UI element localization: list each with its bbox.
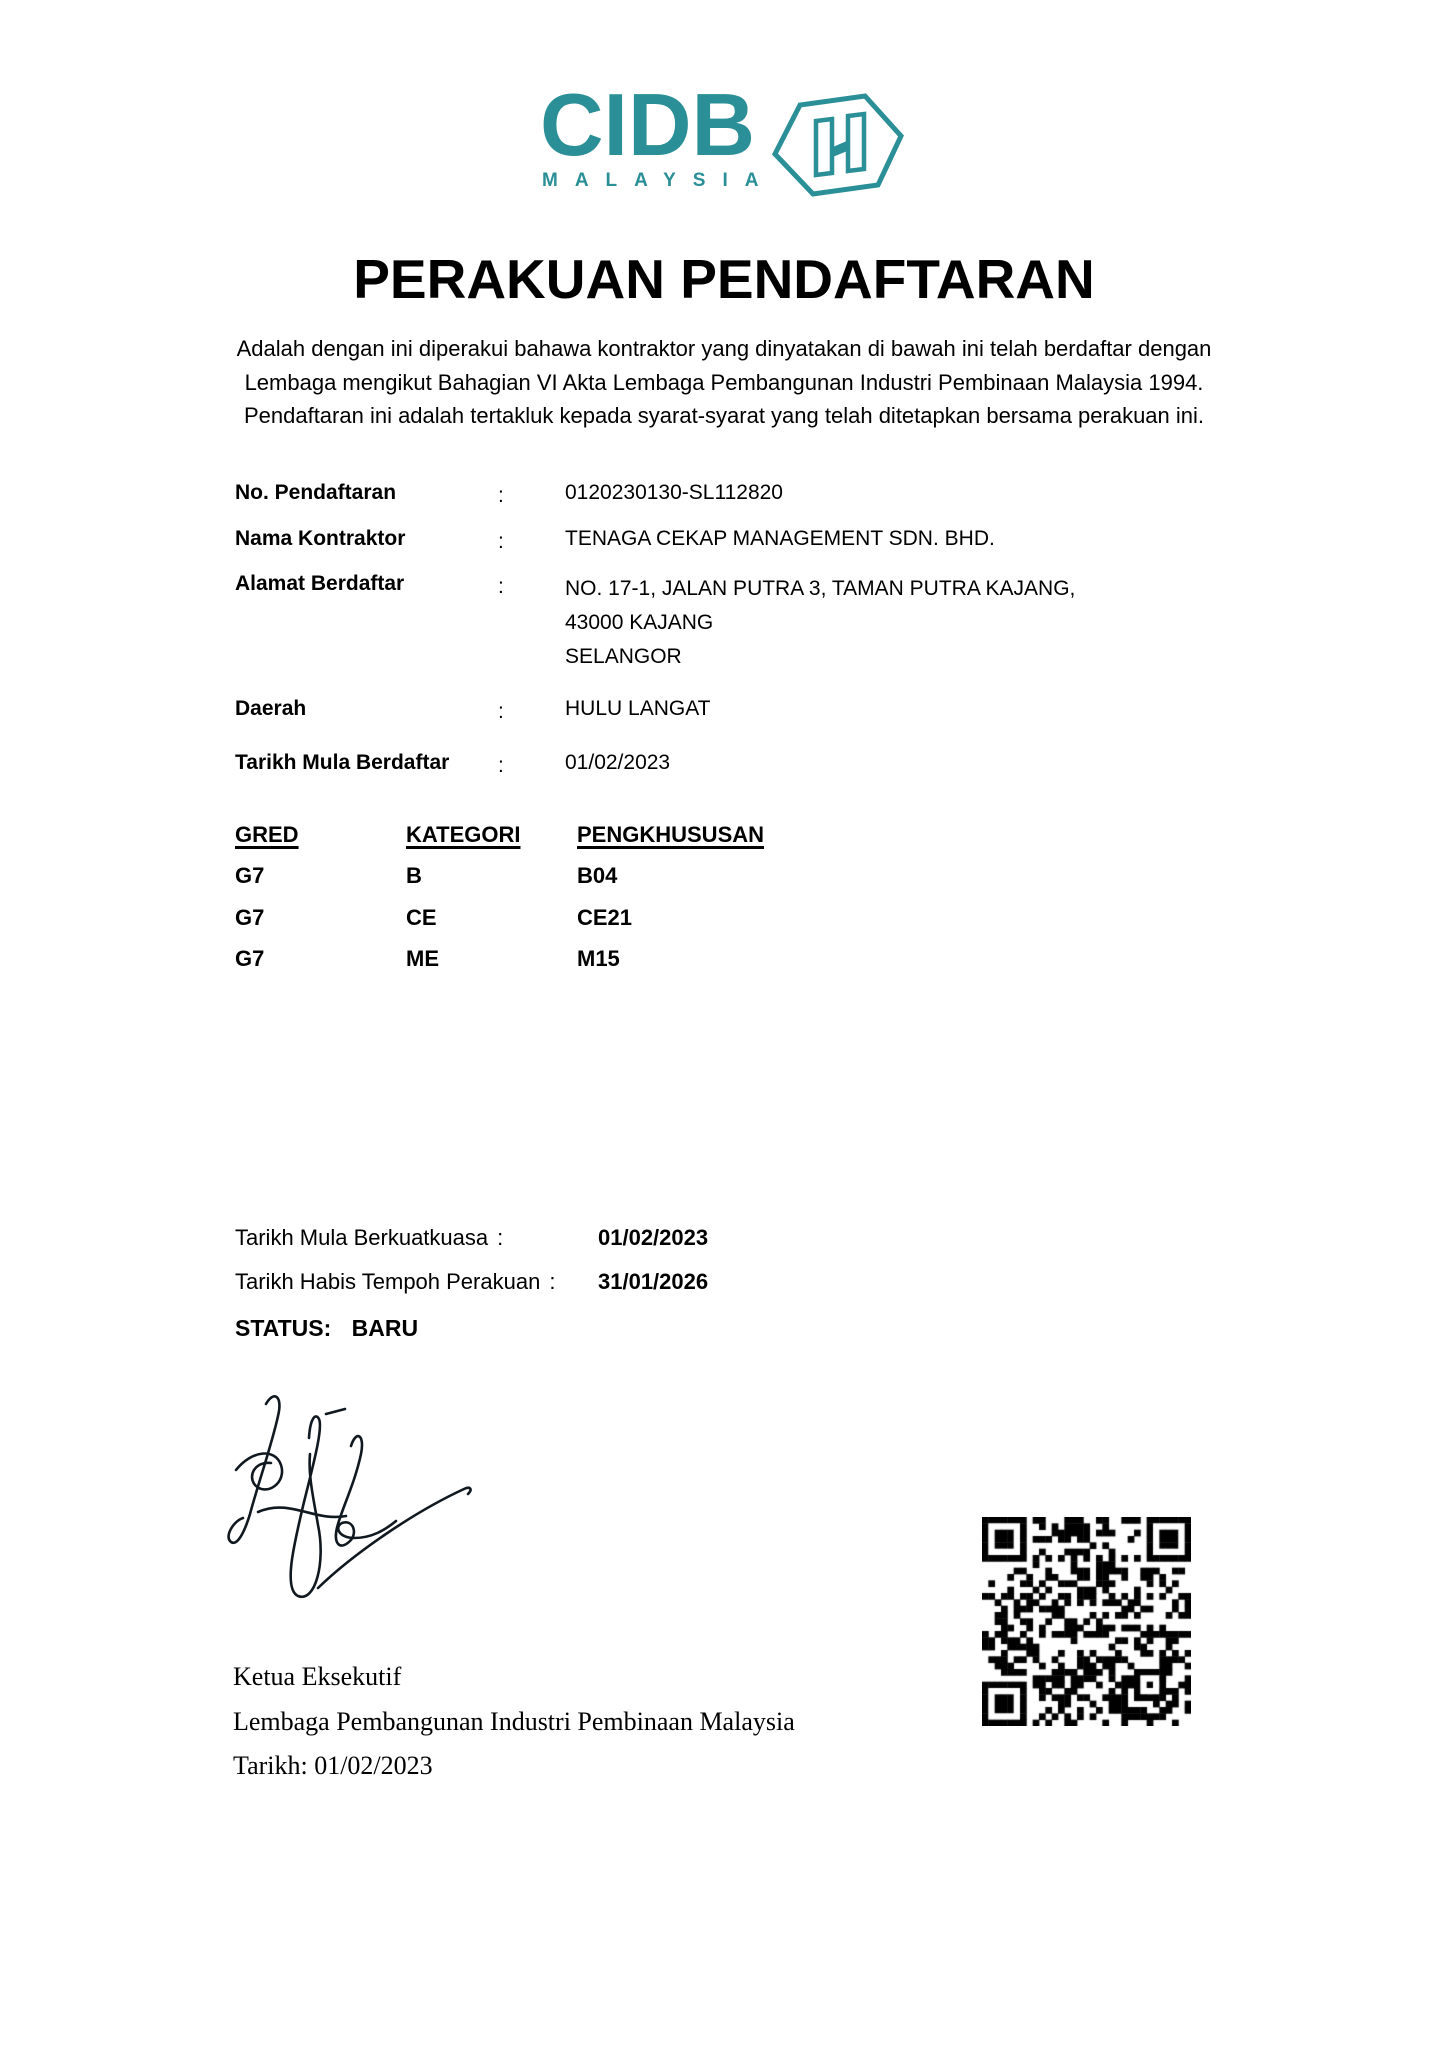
footer-organisation: Lembaga Pembangunan Industri Pembinaan Malaysia	[233, 1707, 795, 1736]
label-alamat-berdaftar: Alamat Berdaftar	[235, 572, 405, 595]
value-alamat-berdaftar	[565, 572, 1075, 674]
cidb-logo-subtext: MALAYSIA	[542, 170, 776, 191]
row-tarikh-mula-berkuatkuasa	[235, 1225, 1135, 1251]
intro-line-2: Lembaga mengikut Bahagian VI Akta Lembaga Pembangunan Industri Pembinaan Malaysia 1994.	[244, 370, 1204, 395]
address-line-2: 43000 KAJANG	[565, 611, 714, 634]
page-title: PERAKUAN PENDAFTARAN	[353, 248, 1095, 310]
row-tarikh-habis-tempoh	[235, 1269, 1135, 1295]
value-nama-kontraktor: TENAGA CEKAP MANAGEMENT SDN. BHD.	[565, 527, 995, 550]
label-tarikh-mula-berkuatkuasa: Tarikh Mula Berkuatkuasa	[235, 1225, 489, 1250]
header-gred: GRED	[235, 822, 299, 847]
cell-kategori: CE	[406, 905, 437, 930]
value-tarikh-mula-berdaftar: 01/02/2023	[565, 751, 671, 774]
colon: :	[498, 575, 504, 598]
row-tarikh-mula-berdaftar	[235, 751, 1335, 781]
label-tarikh-habis-tempoh: Tarikh Habis Tempoh Perakuan	[235, 1269, 541, 1294]
colon: :	[498, 700, 504, 723]
cell-gred: G7	[235, 905, 265, 930]
status-row	[235, 1315, 418, 1342]
cell-gred: G7	[235, 863, 265, 888]
cell-gred: G7	[235, 946, 265, 971]
status-value: BARU	[351, 1315, 419, 1341]
signature-scribble	[222, 1392, 472, 1609]
value-daerah: HULU LANGAT	[565, 697, 711, 720]
intro-line-3: Pendaftaran ini adalah tertakluk kepada syarat-syarat yang telah ditetapkan bersama perakuan ini.	[243, 403, 1205, 428]
value-tarikh-mula-berkuatkuasa: 01/02/2023	[598, 1225, 709, 1250]
row-no-pendaftaran	[235, 481, 1335, 511]
value-no-pendaftaran: 0120230130-SL112820	[565, 481, 783, 504]
row-alamat-berdaftar	[235, 572, 1335, 668]
cidb-hexagon-h-icon	[768, 90, 908, 205]
intro-line-1: Adalah dengan ini diperakui bahawa kontraktor yang dinyatakan di bawah ini telah berdaftar dengan	[236, 336, 1212, 361]
colon: :	[498, 484, 504, 507]
cidb-logo-text: CIDB	[540, 75, 756, 174]
qr-code	[982, 1517, 1191, 1726]
colon: :	[498, 530, 504, 553]
row-nama-kontraktor	[235, 527, 1335, 557]
label-nama-kontraktor: Nama Kontraktor	[235, 527, 406, 550]
value-tarikh-habis-tempoh: 31/01/2026	[598, 1269, 709, 1294]
cell-kategori: B	[406, 863, 422, 888]
footer-title: Ketua Eksekutif	[233, 1662, 402, 1691]
label-tarikh-mula-berdaftar: Tarikh Mula Berdaftar	[235, 751, 450, 774]
header-pengkhususan: PENGKHUSUSAN	[577, 822, 765, 847]
address-line-1: NO. 17-1, JALAN PUTRA 3, TAMAN PUTRA KAJANG,	[565, 577, 1076, 600]
footer-date: Tarikh: 01/02/2023	[233, 1751, 433, 1780]
status-label: STATUS:	[235, 1315, 332, 1341]
cell-pengkhususan: B04	[577, 863, 618, 888]
cell-kategori: ME	[406, 946, 439, 971]
label-daerah: Daerah	[235, 697, 307, 720]
cell-pengkhususan: M15	[577, 946, 620, 971]
row-daerah	[235, 697, 1335, 727]
colon: :	[549, 1269, 556, 1294]
header-kategori: KATEGORI	[406, 822, 521, 847]
address-line-3: SELANGOR	[565, 645, 682, 668]
cell-pengkhususan: CE21	[577, 905, 633, 930]
colon: :	[498, 754, 504, 777]
colon: :	[497, 1225, 504, 1250]
label-no-pendaftaran: No. Pendaftaran	[235, 481, 397, 504]
